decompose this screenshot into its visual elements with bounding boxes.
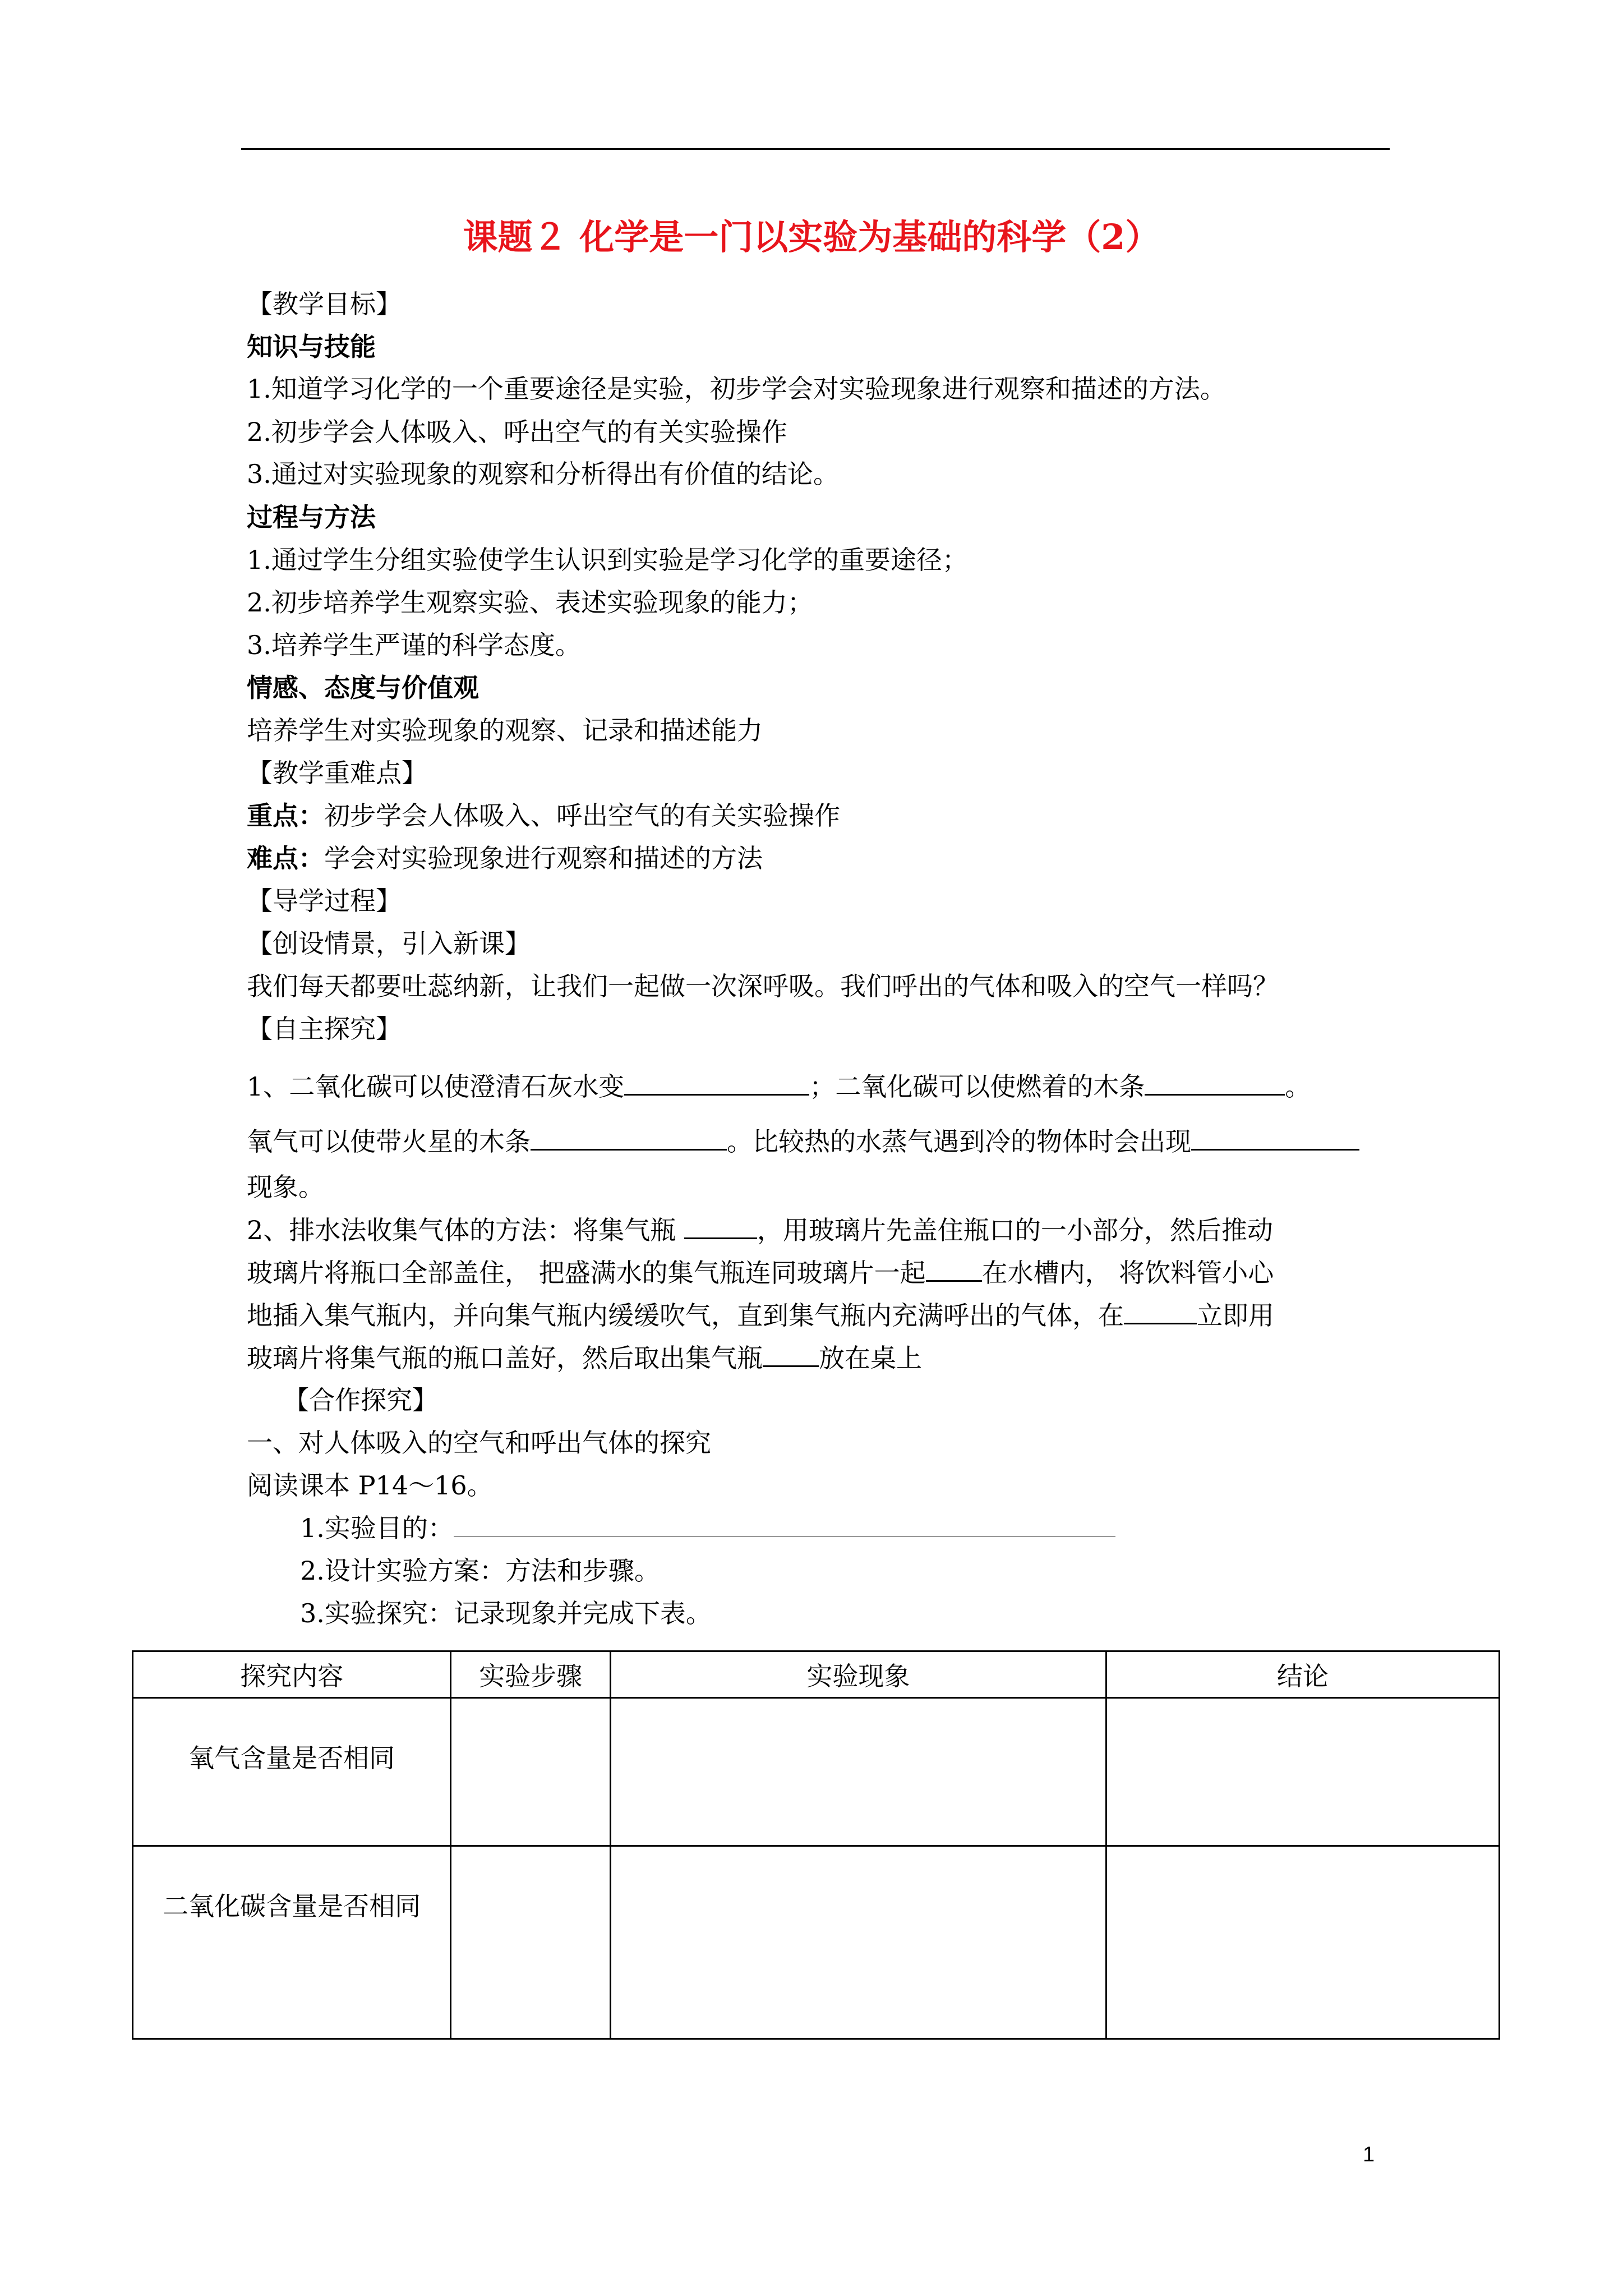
table-cell: 二氧化碳含量是否相同 [133,1846,451,2039]
table-cell[interactable] [610,1698,1106,1846]
hard-label: 难点： [247,843,324,873]
experiment-table [132,1650,1500,2040]
objectives-heading: 【教学目标】 [247,289,402,319]
answer-blank[interactable] [1191,1124,1359,1151]
table-cell[interactable] [1106,1698,1499,1846]
table-cell: 氧气含量是否相同 [133,1698,451,1846]
hard-text: 学会对实验现象进行观察和描述的方法 [324,843,763,873]
emotion-heading: 情感、态度与价值观 [247,673,479,703]
column-header: 探究内容 [133,1651,451,1698]
emotion-text: 培养学生对实验现象的观察、记录和描述能力 [247,715,763,746]
knowledge-item: 1.知道学习化学的一个重要途径是实验，初步学会对实验现象进行观察和描述的方法。 [247,374,1226,404]
process-item: 2.初步培养学生观察实验、表述实验现象的能力； [247,587,813,618]
answer-blank[interactable] [1124,1298,1197,1324]
difficulty-heading: 【教学重难点】 [247,758,427,788]
hard-point [247,841,763,875]
question-2-line-2: 玻璃片将瓶口全部盖住， 把盛满水的集气瓶连同玻璃片一起 在水槽内， 将饮料管小心 [247,1255,1274,1290]
answer-blank[interactable] [1145,1069,1285,1096]
scenario-text: 我们每天都要吐蕊纳新，让我们一起做一次深呼吸。我们呼出的气体和吸入的空气一样吗？ [247,971,1279,1001]
table-header-row [133,1651,1500,1698]
answer-blank[interactable] [684,1213,757,1239]
knowledge-item: 2.初步学会人体吸入、呼出空气的有关实验操作 [247,417,787,447]
column-header: 实验现象 [610,1651,1106,1698]
question-2-line-1: 2、排水法收集气体的方法：将集气瓶 ，用玻璃片先盖住瓶口的一小部分，然后推动 [247,1213,1273,1247]
question-1-line-1: 1、二氧化碳可以使澄清石灰水变 ；二氧化碳可以使燃着的木条 。 [247,1069,1311,1103]
table-row [133,1846,1500,2039]
table-row [133,1698,1500,1846]
key-label: 重点： [247,800,324,831]
question-2-line-4: 玻璃片将集气瓶的瓶口盖好，然后取出集气瓶 放在桌上 [247,1341,922,1375]
table-cell[interactable] [610,1846,1106,2039]
column-header: 结论 [1106,1651,1499,1698]
answer-blank[interactable] [926,1255,982,1282]
key-text: 初步学会人体吸入、呼出空气的有关实验操作 [324,800,840,831]
table-cell[interactable] [1106,1846,1499,2039]
header-rule [241,148,1390,150]
column-header: 实验步骤 [451,1651,611,1698]
table-cell[interactable] [451,1698,611,1846]
process-item: 3.培养学生严谨的科学态度。 [247,630,581,660]
answer-blank[interactable] [454,1513,1115,1537]
process-item: 1.通过学生分组实验使学生认识到实验是学习化学的重要途径； [247,545,968,575]
page-title: 课题２ 化学是一门以实验为基础的科学（2） [463,217,1160,257]
reading-text: 阅读课本 P14～16。 [247,1470,493,1501]
self-study-heading: 【自主探究】 [247,1014,402,1044]
step-2: 2.设计实验方案：方法和步骤。 [300,1556,660,1586]
knowledge-item: 3.通过对实验现象的观察和分析得出有价值的结论。 [247,459,839,489]
table-cell[interactable] [451,1846,611,2039]
step-3: 3.实验探究：记录现象并完成下表。 [300,1598,712,1628]
question-1-line-2: 氧气可以使带火星的木条 。比较热的水蒸气遇到冷的物体时会出现 [247,1124,1359,1158]
answer-blank[interactable] [531,1124,727,1151]
question-2-line-3: 地插入集气瓶内，并向集气瓶内缓缓吹气，直到集气瓶内充满呼出的气体，在 立即用 [247,1298,1274,1332]
part-1-heading: 一、对人体吸入的空气和呼出气体的探究 [247,1428,711,1458]
key-point [247,799,840,832]
guide-heading: 【导学过程】 [247,886,402,916]
page-number: 1 [1363,2143,1375,2166]
question-1-line-3: 现象。 [247,1172,324,1202]
cooperation-heading: 【合作探究】 [283,1385,438,1415]
scenario-heading: 【创设情景，引入新课】 [247,928,531,959]
answer-blank[interactable] [763,1341,819,1367]
answer-blank[interactable] [624,1069,809,1096]
knowledge-heading: 知识与技能 [247,332,376,362]
step-1: 1.实验目的： [300,1511,1115,1545]
process-heading: 过程与方法 [247,502,376,532]
